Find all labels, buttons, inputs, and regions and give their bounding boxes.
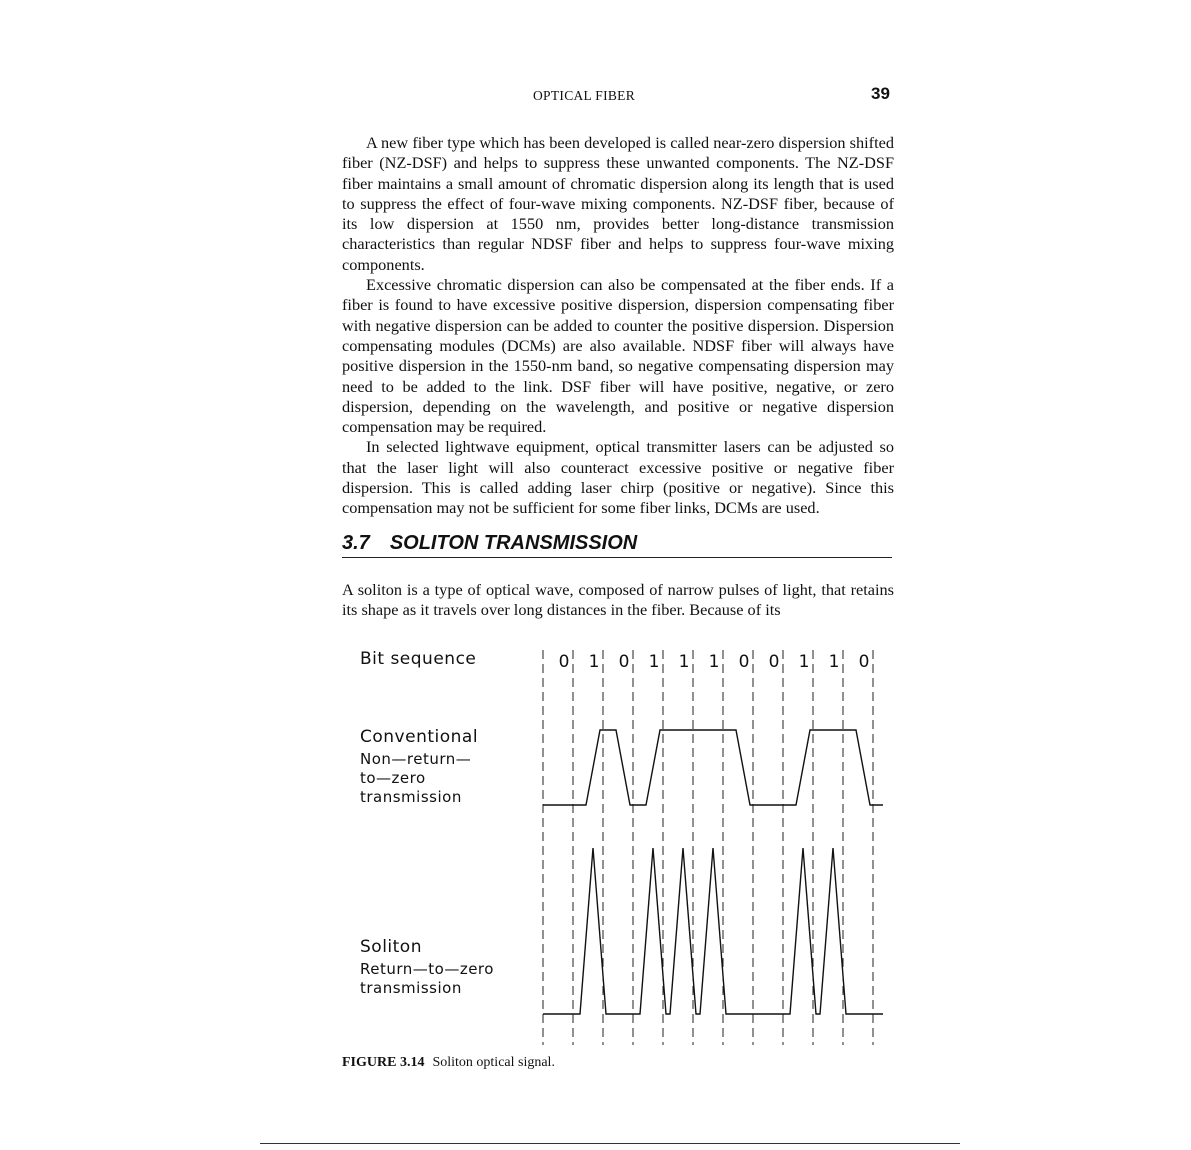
paragraph-laser-chirp: In selected lightwave equipment, optical transmitter lasers can be adjusted so that the laser light will also counteract excessive positive or negative fiber dispersion. This is called adding laser chirp (positive or negative). Since this compensation may not be sufficient for some fiber links, DCMs are used.	[342, 437, 894, 518]
section-number: 3.7	[342, 532, 370, 554]
bit-label: 1	[588, 652, 600, 672]
bit-labels	[559, 652, 870, 672]
label-conventional-line2: to—zero	[360, 769, 426, 787]
label-conventional-line3: transmission	[360, 788, 462, 806]
bit-label: 1	[798, 652, 810, 672]
figure-caption	[342, 1055, 555, 1071]
paragraph-nz-dsf: A new fiber type which has been developed is called near-zero dispersion shifted fiber (NZ-DSF) and helps to suppress these unwanted components. The NZ-DSF fiber maintains a small amount of chromatic dispersion along its length that is used to suppress the effect of four-wave mixing components. NZ-DSF fiber, because of its low dispersion at 1550 nm, provides better long-distance transmission characteristics than regular NDSF fiber and helps to suppress four-wave mixing components.	[342, 133, 894, 274]
label-soliton-line2: transmission	[360, 979, 462, 997]
label-conventional-line1: Non—return—	[360, 750, 472, 768]
bit-label: 0	[858, 652, 870, 672]
bit-label: 0	[558, 652, 570, 672]
bit-label: 1	[648, 652, 660, 672]
caption-label: FIGURE 3.14	[342, 1055, 425, 1070]
bit-label: 0	[738, 652, 750, 672]
section-title: SOLITON TRANSMISSION	[389, 532, 638, 554]
paragraph-compensation: Excessive chromatic dispersion can also be compensated at the fiber ends. If a fiber is found to have excessive positive dispersion, dispersion compensating fiber with negative dispersion can be added to counter the positive dispersion. Dispersion compensating modules (DCMs) are also available. NDSF fiber will always have positive dispersion in the 1550-nm band, so negative compensating dispersion may need to be added to the link. DSF fiber will have positive, negative, or zero dispersion, depending on the wavelength, and positive or negative dispersion compensation may be required.	[342, 275, 894, 437]
bit-label: 0	[768, 652, 780, 672]
nrz-waveform	[543, 730, 883, 805]
soliton-waveform	[543, 848, 883, 1014]
label-bit-sequence: Bit sequence	[360, 649, 477, 669]
footer-rule	[260, 1143, 960, 1144]
running-title: OPTICAL FIBER	[533, 88, 636, 103]
label-soliton-line1: Return—to—zero	[360, 960, 494, 978]
section-intro-text: A soliton is a type of optical wave, composed of narrow pulses of light, that retains its shape as it travels over long distances in the fiber. Because of its	[342, 580, 894, 620]
page-number: 39	[871, 84, 890, 103]
bit-label: 1	[708, 652, 720, 672]
bit-label: 0	[618, 652, 630, 672]
label-soliton: Soliton	[360, 937, 422, 957]
bit-boundaries	[543, 650, 873, 1045]
bit-label: 1	[678, 652, 690, 672]
label-conventional: Conventional	[360, 727, 479, 747]
caption-text: Soliton optical signal.	[432, 1055, 555, 1070]
bit-label: 1	[828, 652, 840, 672]
